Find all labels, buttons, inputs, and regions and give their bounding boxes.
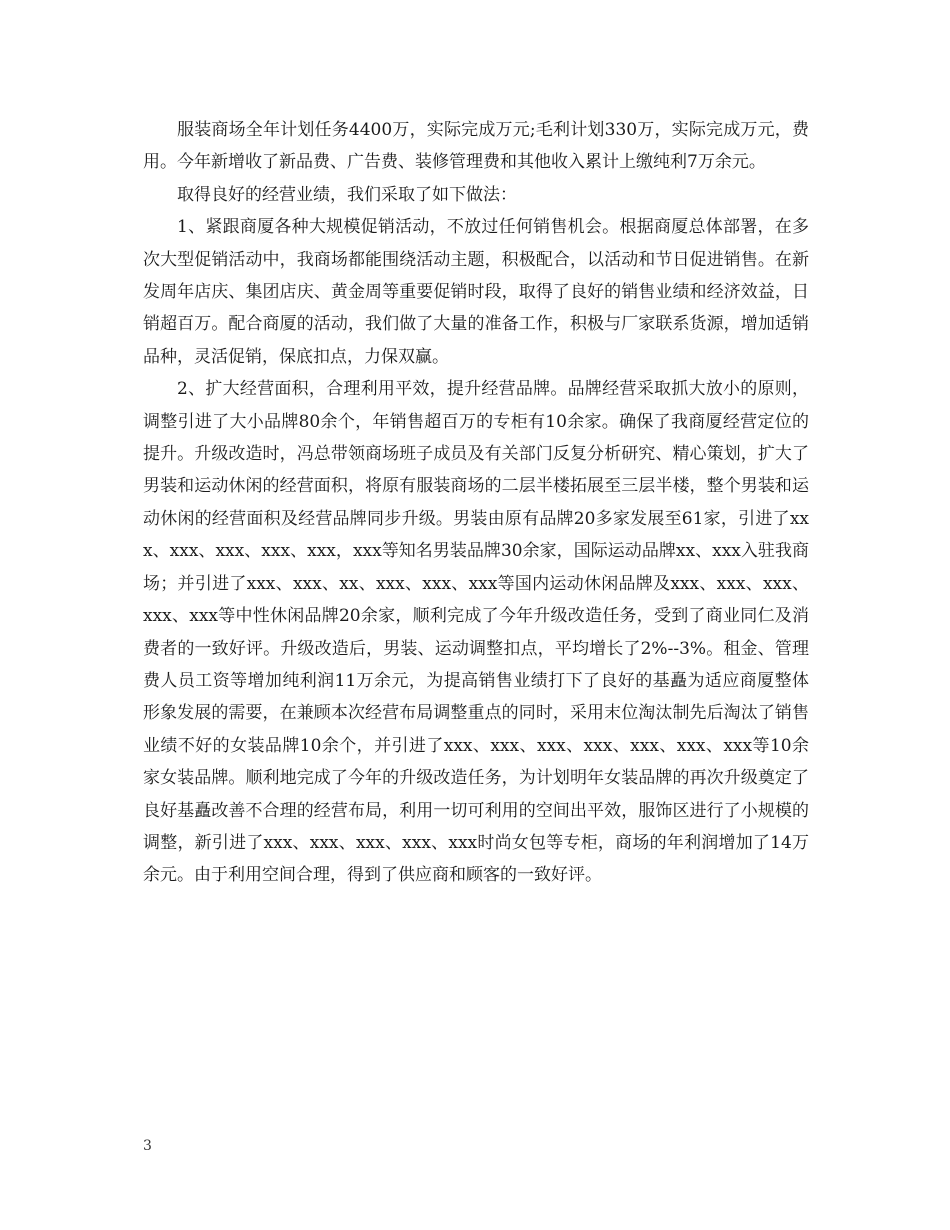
- paragraph-revenue-summary: 服装商场全年计划任务4400万，实际完成万元;毛利计划330万，实际完成万元，费用。今年新增收了新品费、广告费、装修管理费和其他收入累计上缴纯利7万余元。: [143, 120, 809, 173]
- paragraph-promotion-activities: 1、紧跟商厦各种大规模促销活动，不放过任何销售机会。根据商厦总体部署，在多次大型促销活动中，我商场都能围绕活动主题，积极配合，以活动和节日促进销售。在新发周年店庆、集团店庆、黄金周等重要促销时段，取得了良好的销售业绩和经济效益，日销超百万。配合商厦的活动，我们做了大量的准备工作，积极与厂家联系货源，增加适销品种，灵活促销，保底扣点，力保双赢。: [143, 217, 809, 367]
- document-body: [143, 114, 809, 892]
- paragraph-expand-operations: 2、扩大经营面积，合理利用平效，提升经营品牌。品牌经营采取抓大放小的原则，调整引进了大小品牌80余个，年销售超百万的专柜有10余家。确保了我商厦经营定位的提升。升级改造时，冯总带领商场班子成员及有关部门反复分析研究、精心策划，扩大了男装和运动休闲的经营面积，将原有服装商场的二层半楼拓展至三层半楼，整个男装和运动休闲的经营面积及经营品牌同步升级。男装由原有品牌20多家发展至61家，引进了xxx、xxx、xxx、xxx、xxx，xxx等知名男装品牌30余家，国际运动品牌xx、xxx入驻我商场；并引进了xxx、xxx、xx、xxx、xxx、xxx等国内运动休闲品牌及xxx、xxx、xxx、xxx、xxx等中性休闲品牌20余家，顺利完成了今年升级改造任务，受到了商业同仁及消费者的一致好评。升级改造后，男装、运动调整扣点，平均增长了2%--3%。租金、管理费人员工资等增加纯利润11万余元，为提高销售业绩打下了良好的基矗为适应商厦整体形象发展的需要，在兼顾本次经营布局调整重点的同时，采用末位淘汰制先后淘汰了销售业绩不好的女装品牌10余个，并引进了xxx、xxx、xxx、xxx、xxx、xxx、xxx等10余家女装品牌。顺利地完成了今年的升级改造任务，为计划明年女装品牌的再次升级奠定了良好基矗改善不合理的经营布局，利用一切可利用的空间出平效，服饰区进行了小规模的调整，新引进了xxx、xxx、xxx、xxx、xxx时尚女包等专柜，商场的年利润增加了14万余元。由于利用空间合理，得到了供应商和顾客的一致好评。: [143, 379, 809, 886]
- page-number: 3: [143, 1138, 152, 1154]
- paragraph-methods-intro: 取得良好的经营业绩，我们采取了如下做法：: [177, 184, 517, 205]
